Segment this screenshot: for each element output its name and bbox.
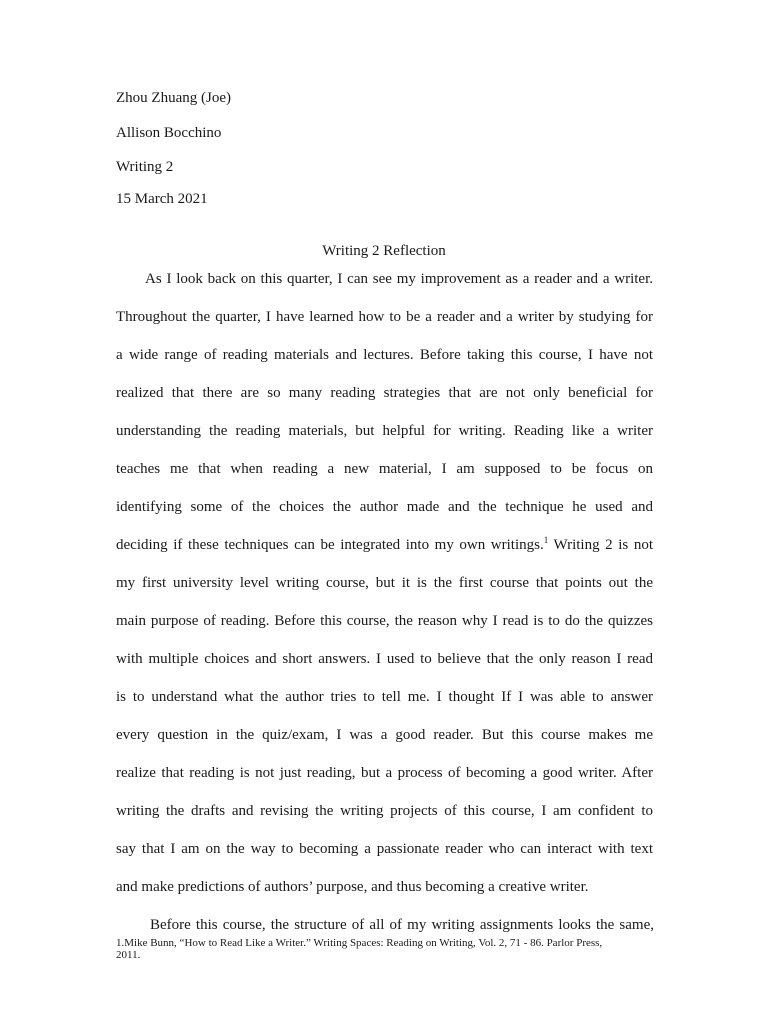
paragraph-line: realize that reading is not just reading, but a process of becoming a good writer. After [116,765,653,781]
footnote-continuation: 2011. [116,949,141,961]
paragraph-line: teaches me that when reading a new material, I am supposed to be focus on [116,461,653,477]
paragraph-line-tail: Writing 2 is not [548,537,653,553]
footnote-marker: 1 [543,535,549,545]
paragraph-line: understanding the reading materials, but helpful for writing. Reading like a writer [116,423,653,439]
paragraph-line: a wide range of reading materials and lectures. Before taking this course, I have not [116,347,653,363]
paragraph-line: every question in the quiz/exam, I was a good reader. But this course makes me [116,727,653,743]
paragraph-line: main purpose of reading. Before this course, the reason why I read is to do the quizzes [116,613,653,629]
student-name: Zhou Zhuang (Joe) [116,90,231,106]
course-name: Writing 2 [116,159,174,175]
paragraph-line: realized that there are so many reading strategies that are not only beneficial for [116,385,653,401]
paragraph-line: say that I am on the way to becoming a passionate reader who can interact with text [116,841,653,857]
paragraph-line [116,536,653,554]
paragraph-line: Throughout the quarter, I have learned how to be a reader and a writer by studying for [116,309,653,325]
paragraph-line: Before this course, the structure of all of my writing assignments looks the same, [150,917,654,933]
instructor-name: Allison Bocchino [116,125,222,141]
document-title: Writing 2 Reflection [322,243,446,259]
paragraph-line: is to understand what the author tries to tell me. I thought If I was able to answer [116,689,653,705]
paragraph-line: As I look back on this quarter, I can see my improvement as a reader and a writer. [145,271,653,287]
paragraph-line: identifying some of the choices the author made and the technique he used and [116,499,653,515]
paragraph-line: my first university level writing course, but it is the first course that points out the [116,575,653,591]
footnote-text: 1.Mike Bunn, “How to Read Like a Writer.” Writing Spaces: Reading on Writing, Vol. 2, 71 - 86. Parlor Press, [116,937,603,949]
document-date: 15 March 2021 [116,191,208,207]
paragraph-line: and make predictions of authors’ purpose, and thus becoming a creative writer. [116,879,589,895]
paragraph-line: with multiple choices and short answers. I used to believe that the only reason I read [116,651,653,667]
footnote [116,937,636,961]
paragraph-line-text: deciding if these techniques can be integrated into my own writings. [116,537,544,553]
paragraph-line: writing the drafts and revising the writing projects of this course, I am confident to [116,803,653,819]
